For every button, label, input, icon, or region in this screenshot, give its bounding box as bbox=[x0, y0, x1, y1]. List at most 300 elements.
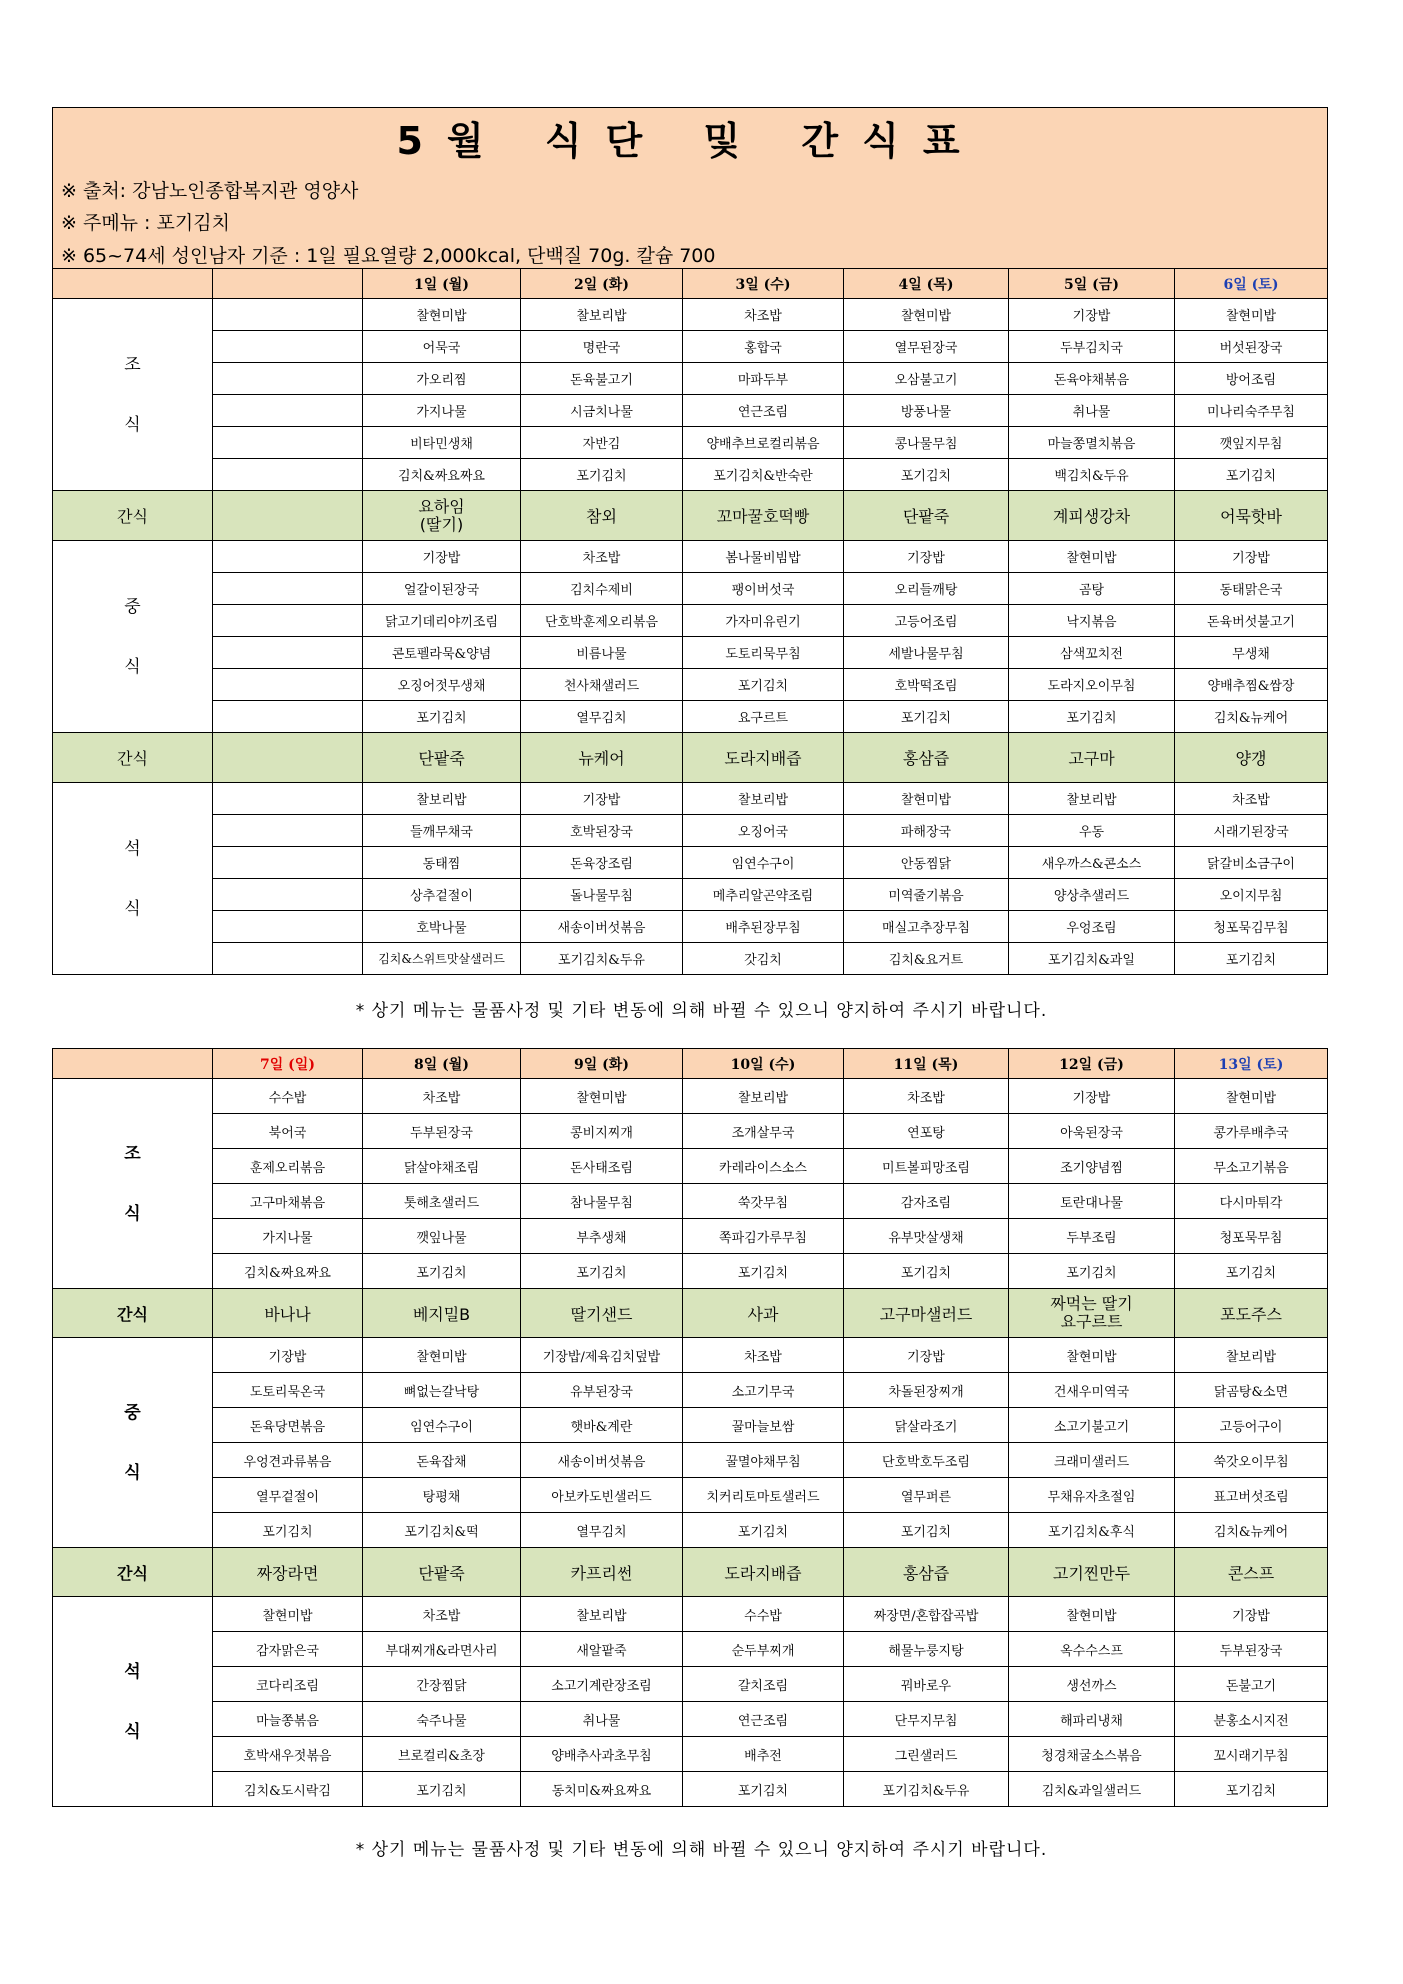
menu-item: 배추전 bbox=[683, 1737, 844, 1772]
menu-item: 깻잎나물 bbox=[363, 1219, 521, 1254]
menu-item: 탕평채 bbox=[363, 1478, 521, 1513]
snack-item: 카프리썬 bbox=[521, 1548, 683, 1597]
menu-item: 돈육야채볶음 bbox=[1009, 363, 1175, 395]
dinner-row bbox=[53, 847, 1328, 879]
menu-item: 천사채샐러드 bbox=[521, 669, 683, 701]
menu-item: 찰보리밥 bbox=[363, 783, 521, 815]
snack-item: 도라지배즙 bbox=[683, 1548, 844, 1597]
menu-item: 톳해초샐러드 bbox=[363, 1184, 521, 1219]
extra-blank bbox=[213, 847, 363, 879]
menu-item: 기장밥 bbox=[844, 1338, 1009, 1373]
day-header: 10일 (수) bbox=[683, 1049, 844, 1079]
lunch-row bbox=[53, 701, 1328, 733]
menu-item: 콘토펠라묵&양념 bbox=[363, 637, 521, 669]
menu-item: 포기김치&두유 bbox=[521, 943, 683, 975]
menu-item: 단호박훈제오리볶음 bbox=[521, 605, 683, 637]
menu-item: 생선까스 bbox=[1009, 1667, 1175, 1702]
menu-item: 열무김치 bbox=[521, 701, 683, 733]
menu-item: 찰현미밥 bbox=[363, 1338, 521, 1373]
menu-item: 꼬시래기무침 bbox=[1175, 1737, 1328, 1772]
menu-item: 안동찜닭 bbox=[844, 847, 1009, 879]
menu-item: 김치&요거트 bbox=[844, 943, 1009, 975]
extra-blank bbox=[213, 733, 363, 783]
menu-item: 매실고추장무침 bbox=[844, 911, 1009, 943]
menu-item: 포기김치&떡 bbox=[363, 1513, 521, 1548]
menu-item: 두부조림 bbox=[1009, 1219, 1175, 1254]
menu-item: 우동 bbox=[1009, 815, 1175, 847]
page-title: 5월 식단 및 간식표 bbox=[396, 119, 984, 163]
menu-item: 아보카도빈샐러드 bbox=[521, 1478, 683, 1513]
menu-item: 기장밥 bbox=[844, 541, 1009, 573]
menu-item: 시금치나물 bbox=[521, 395, 683, 427]
day-header: 12일 (금) bbox=[1009, 1049, 1175, 1079]
snack-item: 콘스프 bbox=[1175, 1548, 1328, 1597]
menu-item: 돈육버섯불고기 bbox=[1175, 605, 1328, 637]
menu-item: 그린샐러드 bbox=[844, 1737, 1009, 1772]
menu-item: 기장밥 bbox=[521, 783, 683, 815]
menu-item: 취나물 bbox=[521, 1702, 683, 1737]
snack-item: 도라지배즙 bbox=[683, 733, 844, 783]
menu-item: 미역줄기볶음 bbox=[844, 879, 1009, 911]
snack-label: 간식 bbox=[53, 733, 213, 783]
menu-item: 미나리숙주무침 bbox=[1175, 395, 1328, 427]
breakfast-row bbox=[53, 459, 1328, 491]
menu-item: 부대찌개&라면사리 bbox=[363, 1632, 521, 1667]
extra-blank bbox=[213, 879, 363, 911]
menu-item: 포기김치 bbox=[844, 459, 1009, 491]
menu-item: 북어국 bbox=[213, 1114, 363, 1149]
menu-item: 차조밥 bbox=[683, 299, 844, 331]
week1-header-row bbox=[53, 269, 1328, 299]
menu-item: 양상추샐러드 bbox=[1009, 879, 1175, 911]
breakfast-row bbox=[53, 1079, 1328, 1114]
menu-item: 포기김치 bbox=[683, 1772, 844, 1807]
menu-item: 비타민생채 bbox=[363, 427, 521, 459]
menu-item: 포기김치 bbox=[1175, 1772, 1328, 1807]
snack-item: 양갱 bbox=[1175, 733, 1328, 783]
extra-blank bbox=[213, 783, 363, 815]
menu-item: 찰현미밥 bbox=[213, 1597, 363, 1632]
menu-item: 표고버섯조림 bbox=[1175, 1478, 1328, 1513]
menu-item: 마늘쫑멸치볶음 bbox=[1009, 427, 1175, 459]
day-header: 5일 (금) bbox=[1009, 269, 1175, 299]
menu-item: 유부된장국 bbox=[521, 1373, 683, 1408]
snack-item: 어묵핫바 bbox=[1175, 491, 1328, 541]
lunch-row bbox=[53, 1408, 1328, 1443]
menu-item: 비름나물 bbox=[521, 637, 683, 669]
day-header: 8일 (월) bbox=[363, 1049, 521, 1079]
snack-item: 단팥죽 bbox=[363, 1548, 521, 1597]
menu-item: 찰현미밥 bbox=[1009, 1338, 1175, 1373]
menu-item: 동태찜 bbox=[363, 847, 521, 879]
menu-item: 기장밥 bbox=[1009, 299, 1175, 331]
menu-item: 호박된장국 bbox=[521, 815, 683, 847]
menu-item: 간장찜닭 bbox=[363, 1667, 521, 1702]
menu-item: 꿀멸야채무침 bbox=[683, 1443, 844, 1478]
menu-item: 홍합국 bbox=[683, 331, 844, 363]
menu-item: 양배추브로컬리볶음 bbox=[683, 427, 844, 459]
lunch-row bbox=[53, 573, 1328, 605]
menu-item: 포기김치 bbox=[683, 1254, 844, 1289]
menu-item: 우엉견과류볶음 bbox=[213, 1443, 363, 1478]
menu-item: 연근조림 bbox=[683, 1702, 844, 1737]
lunch-row bbox=[53, 605, 1328, 637]
menu-item: 방풍나물 bbox=[844, 395, 1009, 427]
extra-blank bbox=[213, 573, 363, 605]
breakfast-row bbox=[53, 1184, 1328, 1219]
menu-item: 포기김치 bbox=[844, 1513, 1009, 1548]
dinner-row bbox=[53, 1737, 1328, 1772]
menu-item: 낙지볶음 bbox=[1009, 605, 1175, 637]
breakfast-row bbox=[53, 1254, 1328, 1289]
menu-item: 차조밥 bbox=[363, 1079, 521, 1114]
menu-item: 양배추사과초무침 bbox=[521, 1737, 683, 1772]
menu-item: 찰보리밥 bbox=[683, 783, 844, 815]
menu-item: 방어조림 bbox=[1175, 363, 1328, 395]
extra-blank bbox=[213, 427, 363, 459]
menu-item: 무소고기볶음 bbox=[1175, 1149, 1328, 1184]
menu-item: 오징어국 bbox=[683, 815, 844, 847]
lunch-row bbox=[53, 1373, 1328, 1408]
dinner-row bbox=[53, 783, 1328, 815]
menu-item: 차조밥 bbox=[363, 1597, 521, 1632]
snack-item: 딸기샌드 bbox=[521, 1289, 683, 1338]
snack-item: 베지밀B bbox=[363, 1289, 521, 1338]
week2-header-row bbox=[53, 1049, 1328, 1079]
menu-item: 동태맑은국 bbox=[1175, 573, 1328, 605]
menu-item: 새알팥죽 bbox=[521, 1632, 683, 1667]
snack-item: 고구마 bbox=[1009, 733, 1175, 783]
extra-blank bbox=[213, 815, 363, 847]
snack-item: 참외 bbox=[521, 491, 683, 541]
menu-item: 포기김치 bbox=[1009, 701, 1175, 733]
menu-item: 순두부찌개 bbox=[683, 1632, 844, 1667]
header-meal-blank bbox=[53, 269, 213, 299]
menu-item: 크래미샐러드 bbox=[1009, 1443, 1175, 1478]
menu-item: 오징어젓무생채 bbox=[363, 669, 521, 701]
menu-item: 갓김치 bbox=[683, 943, 844, 975]
menu-item: 포기김치 bbox=[1175, 1254, 1328, 1289]
menu-item: 김치&뉴케어 bbox=[1175, 701, 1328, 733]
menu-item: 파해장국 bbox=[844, 815, 1009, 847]
menu-item: 포기김치 bbox=[844, 701, 1009, 733]
menu-item: 깻잎지무침 bbox=[1175, 427, 1328, 459]
menu-item: 토란대나물 bbox=[1009, 1184, 1175, 1219]
menu-item: 기장밥/제육김치덮밥 bbox=[521, 1338, 683, 1373]
menu-item: 차조밥 bbox=[1175, 783, 1328, 815]
menu-item: 삼색꼬치전 bbox=[1009, 637, 1175, 669]
menu-item: 수수밥 bbox=[213, 1079, 363, 1114]
menu-item: 포기김치 bbox=[213, 1513, 363, 1548]
menu-item: 차조밥 bbox=[521, 541, 683, 573]
breakfast-row bbox=[53, 427, 1328, 459]
menu-item: 임연수구이 bbox=[363, 1408, 521, 1443]
extra-blank bbox=[213, 669, 363, 701]
menu-item: 연포탕 bbox=[844, 1114, 1009, 1149]
menu-item: 포기김치&두유 bbox=[844, 1772, 1009, 1807]
menu-item: 찰현미밥 bbox=[1175, 299, 1328, 331]
menu-item: 쪽파김가루무침 bbox=[683, 1219, 844, 1254]
lunch-row bbox=[53, 1443, 1328, 1478]
day-header: 11일 (목) bbox=[844, 1049, 1009, 1079]
info-source: ※ 출처: 강남노인종합복지관 영양사 bbox=[61, 180, 359, 202]
menu-item: 오리들깨탕 bbox=[844, 573, 1009, 605]
header-extra-blank bbox=[213, 269, 363, 299]
snack-item: 홍삼즙 bbox=[844, 1548, 1009, 1597]
snack-label: 간식 bbox=[53, 491, 213, 541]
lunch-row bbox=[53, 1513, 1328, 1548]
info-main-menu: ※ 주메뉴 : 포기김치 bbox=[61, 212, 230, 234]
menu-item: 찰현미밥 bbox=[1175, 1079, 1328, 1114]
menu-item: 기장밥 bbox=[363, 541, 521, 573]
snack-item: 짜장라면 bbox=[213, 1548, 363, 1597]
menu-item: 포기김치 bbox=[683, 1513, 844, 1548]
menu-item: 포기김치 bbox=[363, 1254, 521, 1289]
snack-item: 고기찐만두 bbox=[1009, 1548, 1175, 1597]
menu-item: 훈제오리볶음 bbox=[213, 1149, 363, 1184]
dinner-row bbox=[53, 1667, 1328, 1702]
menu-item: 부추생채 bbox=[521, 1219, 683, 1254]
lunch-row bbox=[53, 541, 1328, 573]
menu-item: 찰현미밥 bbox=[521, 1079, 683, 1114]
menu-item: 포기김치 bbox=[363, 1772, 521, 1807]
menu-item: 열무김치 bbox=[521, 1513, 683, 1548]
menu-item: 요구르트 bbox=[683, 701, 844, 733]
breakfast-row bbox=[53, 363, 1328, 395]
menu-item: 포기김치 bbox=[521, 1254, 683, 1289]
menu-item: 명란국 bbox=[521, 331, 683, 363]
menu-item: 쑥갓무침 bbox=[683, 1184, 844, 1219]
lunch-row bbox=[53, 1338, 1328, 1373]
lunch-row bbox=[53, 669, 1328, 701]
week2-table bbox=[52, 1048, 1328, 1807]
menu-item: 도토리묵무침 bbox=[683, 637, 844, 669]
snack-row bbox=[53, 1289, 1328, 1338]
menu-item: 김치&도시락김 bbox=[213, 1772, 363, 1807]
menu-item: 차조밥 bbox=[683, 1338, 844, 1373]
menu-item: 포기김치 bbox=[844, 1254, 1009, 1289]
menu-item: 아욱된장국 bbox=[1009, 1114, 1175, 1149]
menu-item: 포기김치 bbox=[521, 459, 683, 491]
breakfast-label: 조 식 bbox=[53, 1079, 213, 1289]
menu-item: 청포묵김무침 bbox=[1175, 911, 1328, 943]
snack-label: 간식 bbox=[53, 1289, 213, 1338]
menu-item: 분홍소시지전 bbox=[1175, 1702, 1328, 1737]
week1-note: * 상기 메뉴는 물품사정 및 기타 변동에 의해 바뀔 수 있으니 양지하여 주시기 바랍니다. bbox=[355, 1001, 1048, 1021]
menu-item: 취나물 bbox=[1009, 395, 1175, 427]
snack-item: 포도주스 bbox=[1175, 1289, 1328, 1338]
info-nutrition-standard: ※ 65~74세 성인남자 기준 : 1일 필요열량 2,000kcal, 단백질 70g. 칼슘 700 bbox=[61, 245, 716, 267]
menu-item: 카레라이스소스 bbox=[683, 1149, 844, 1184]
breakfast-row bbox=[53, 299, 1328, 331]
menu-item: 두부김치국 bbox=[1009, 331, 1175, 363]
menu-item: 치커리토마토샐러드 bbox=[683, 1478, 844, 1513]
extra-blank bbox=[213, 701, 363, 733]
snack-item: 바나나 bbox=[213, 1289, 363, 1338]
menu-item: 찰현미밥 bbox=[1009, 1597, 1175, 1632]
menu-item: 고등어조림 bbox=[844, 605, 1009, 637]
breakfast-row bbox=[53, 1114, 1328, 1149]
snack-label: 간식 bbox=[53, 1548, 213, 1597]
menu-item: 어묵국 bbox=[363, 331, 521, 363]
menu-item: 소고기계란장조림 bbox=[521, 1667, 683, 1702]
extra-blank bbox=[213, 605, 363, 637]
menu-item: 새송이버섯볶음 bbox=[521, 1443, 683, 1478]
lunch-row bbox=[53, 1478, 1328, 1513]
menu-item: 열무퍼른 bbox=[844, 1478, 1009, 1513]
menu-item: 김치&뉴케어 bbox=[1175, 1513, 1328, 1548]
menu-item: 무채유자초절임 bbox=[1009, 1478, 1175, 1513]
day-header: 9일 (화) bbox=[521, 1049, 683, 1079]
breakfast-row bbox=[53, 1219, 1328, 1254]
dinner-label: 석 식 bbox=[53, 783, 213, 975]
menu-item: 김치&짜요짜요 bbox=[213, 1254, 363, 1289]
dinner-row bbox=[53, 1632, 1328, 1667]
menu-item: 열무겉절이 bbox=[213, 1478, 363, 1513]
dinner-row bbox=[53, 879, 1328, 911]
menu-item: 오이지무침 bbox=[1175, 879, 1328, 911]
menu-item: 포기김치 bbox=[1175, 943, 1328, 975]
menu-item: 돈사태조림 bbox=[521, 1149, 683, 1184]
menu-item: 포기김치&과일 bbox=[1009, 943, 1175, 975]
menu-item: 조기양념찜 bbox=[1009, 1149, 1175, 1184]
menu-item: 메추리알곤약조림 bbox=[683, 879, 844, 911]
extra-blank bbox=[213, 491, 363, 541]
lunch-label: 중 식 bbox=[53, 541, 213, 733]
menu-item: 김치수제비 bbox=[521, 573, 683, 605]
dinner-row bbox=[53, 1702, 1328, 1737]
menu-item: 새우까스&콘소스 bbox=[1009, 847, 1175, 879]
breakfast-row bbox=[53, 1149, 1328, 1184]
menu-item: 버섯된장국 bbox=[1175, 331, 1328, 363]
menu-item: 돌나물무침 bbox=[521, 879, 683, 911]
menu-item: 세발나물무침 bbox=[844, 637, 1009, 669]
menu-item: 찰현미밥 bbox=[1009, 541, 1175, 573]
snack-item: 요하임 (딸기) bbox=[363, 491, 521, 541]
menu-item: 콩가루배추국 bbox=[1175, 1114, 1328, 1149]
snack-item: 꼬마꿀호떡빵 bbox=[683, 491, 844, 541]
menu-item: 찰현미밥 bbox=[844, 299, 1009, 331]
snack-item: 홍삼즙 bbox=[844, 733, 1009, 783]
title-box bbox=[52, 107, 1328, 270]
breakfast-row bbox=[53, 331, 1328, 363]
breakfast-label: 조 식 bbox=[53, 299, 213, 491]
menu-item: 고등어구이 bbox=[1175, 1408, 1328, 1443]
menu-item: 닭살라조기 bbox=[844, 1408, 1009, 1443]
menu-item: 자반김 bbox=[521, 427, 683, 459]
menu-item: 찰현미밥 bbox=[844, 783, 1009, 815]
menu-item: 숙주나물 bbox=[363, 1702, 521, 1737]
menu-item: 가자미유린기 bbox=[683, 605, 844, 637]
menu-item: 김치&스위트맛살샐러드 bbox=[363, 943, 521, 975]
snack-row bbox=[53, 1548, 1328, 1597]
lunch-row bbox=[53, 637, 1328, 669]
menu-item: 들깨무채국 bbox=[363, 815, 521, 847]
menu-item: 김치&짜요짜요 bbox=[363, 459, 521, 491]
menu-item: 우엉조림 bbox=[1009, 911, 1175, 943]
dinner-label: 석 식 bbox=[53, 1597, 213, 1807]
menu-item: 건새우미역국 bbox=[1009, 1373, 1175, 1408]
menu-item: 닭갈비소금구이 bbox=[1175, 847, 1328, 879]
menu-item: 고구마채볶음 bbox=[213, 1184, 363, 1219]
menu-item: 양배추찜&쌈장 bbox=[1175, 669, 1328, 701]
menu-item: 기장밥 bbox=[1009, 1079, 1175, 1114]
header-meal-blank bbox=[53, 1049, 213, 1079]
extra-blank bbox=[213, 331, 363, 363]
menu-item: 포기김치 bbox=[363, 701, 521, 733]
menu-item: 갈치조림 bbox=[683, 1667, 844, 1702]
menu-item: 소고기무국 bbox=[683, 1373, 844, 1408]
menu-item: 콩나물무침 bbox=[844, 427, 1009, 459]
snack-item: 계피생강차 bbox=[1009, 491, 1175, 541]
menu-item: 찰보리밥 bbox=[521, 299, 683, 331]
menu-item: 찰보리밥 bbox=[1175, 1338, 1328, 1373]
menu-item: 뼈없는갈낙탕 bbox=[363, 1373, 521, 1408]
menu-item: 도라지오이무침 bbox=[1009, 669, 1175, 701]
menu-item: 기장밥 bbox=[1175, 1597, 1328, 1632]
menu-item: 청경채굴소스볶음 bbox=[1009, 1737, 1175, 1772]
menu-item: 단무지무침 bbox=[844, 1702, 1009, 1737]
week2-menu-table bbox=[52, 1048, 1328, 1807]
snack-row bbox=[53, 733, 1328, 783]
menu-item: 찰현미밥 bbox=[363, 299, 521, 331]
snack-row bbox=[53, 491, 1328, 541]
snack-item: 단팥죽 bbox=[844, 491, 1009, 541]
dinner-row bbox=[53, 943, 1328, 975]
menu-item: 미트볼피망조림 bbox=[844, 1149, 1009, 1184]
menu-item: 짜장면/혼합잡곡밥 bbox=[844, 1597, 1009, 1632]
menu-item: 마파두부 bbox=[683, 363, 844, 395]
menu-item: 햇바&계란 bbox=[521, 1408, 683, 1443]
menu-item: 시래기된장국 bbox=[1175, 815, 1328, 847]
menu-item: 포기김치 bbox=[1175, 459, 1328, 491]
day-header: 13일 (토) bbox=[1175, 1049, 1328, 1079]
menu-item: 돈육당면볶음 bbox=[213, 1408, 363, 1443]
menu-item: 두부된장국 bbox=[363, 1114, 521, 1149]
extra-blank bbox=[213, 459, 363, 491]
menu-item: 기장밥 bbox=[213, 1338, 363, 1373]
snack-item: 고구마샐러드 bbox=[844, 1289, 1009, 1338]
extra-blank bbox=[213, 943, 363, 975]
menu-item: 동치미&짜요짜요 bbox=[521, 1772, 683, 1807]
menu-item: 배추된장무침 bbox=[683, 911, 844, 943]
menu-item: 오삼불고기 bbox=[844, 363, 1009, 395]
menu-item: 팽이버섯국 bbox=[683, 573, 844, 605]
dinner-row bbox=[53, 1772, 1328, 1807]
menu-item: 새송이버섯볶음 bbox=[521, 911, 683, 943]
menu-item: 브로컬리&초장 bbox=[363, 1737, 521, 1772]
menu-item: 찰보리밥 bbox=[683, 1079, 844, 1114]
menu-item: 포기김치 bbox=[1009, 1254, 1175, 1289]
dinner-row bbox=[53, 911, 1328, 943]
menu-item: 꿀마늘보쌈 bbox=[683, 1408, 844, 1443]
menu-item: 돈육불고기 bbox=[521, 363, 683, 395]
week1-table bbox=[52, 268, 1328, 975]
menu-item: 백김치&두유 bbox=[1009, 459, 1175, 491]
extra-blank bbox=[213, 395, 363, 427]
menu-item: 콩비지찌개 bbox=[521, 1114, 683, 1149]
menu-item: 닭살야채조림 bbox=[363, 1149, 521, 1184]
snack-item: 단팥죽 bbox=[363, 733, 521, 783]
menu-item: 봄나물비빔밥 bbox=[683, 541, 844, 573]
day-header: 4일 (목) bbox=[844, 269, 1009, 299]
menu-item: 해물누룽지탕 bbox=[844, 1632, 1009, 1667]
day-header: 7일 (일) bbox=[213, 1049, 363, 1079]
menu-item: 찰보리밥 bbox=[1009, 783, 1175, 815]
dinner-row bbox=[53, 815, 1328, 847]
menu-item: 호박나물 bbox=[363, 911, 521, 943]
menu-item: 무생채 bbox=[1175, 637, 1328, 669]
